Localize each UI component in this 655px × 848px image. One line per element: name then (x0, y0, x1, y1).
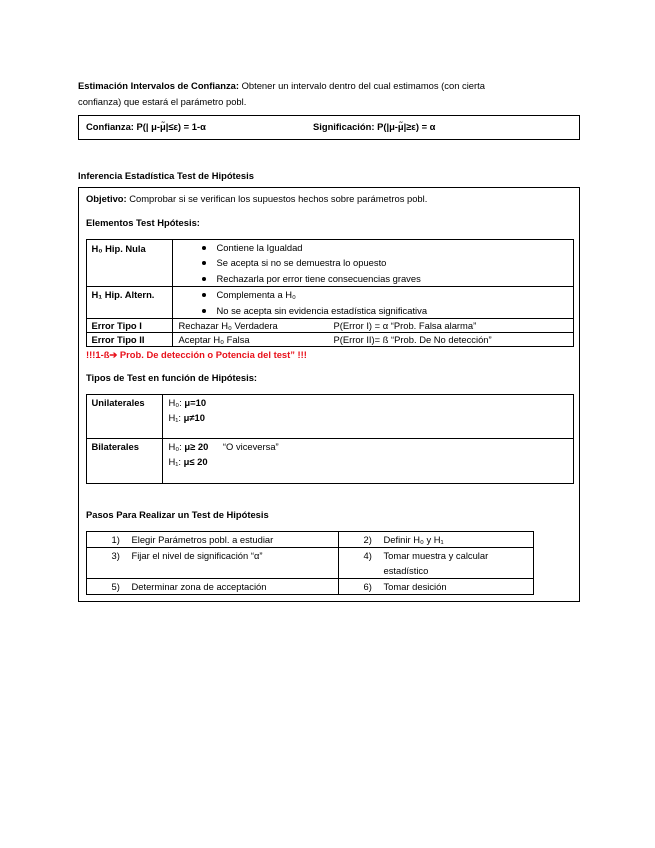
elementos-title: Elementos Test Hpótesis: (86, 217, 200, 228)
table-row (86, 531, 533, 547)
error-tipo-i-cell (172, 319, 573, 333)
h0-expr: μ≥ 20 (184, 440, 209, 452)
h1-prefix: H₁: (168, 411, 182, 423)
step-text: Determinar zona de acceptación (131, 580, 267, 592)
tipos-title: Tipos de Test en función de Hipótesis: (86, 372, 258, 383)
viceversa-note: “O viceversa” (222, 440, 279, 452)
elementos-table (86, 239, 574, 348)
bullet-icon (202, 277, 206, 281)
step-cell (338, 547, 533, 578)
h1-expr: μ≤ 20 (183, 455, 208, 467)
step-cell (86, 531, 338, 547)
bullet-text: No se acepta sin evidencia estadística significativa (216, 304, 428, 316)
step-number: 3) (111, 549, 120, 561)
table-row (86, 438, 573, 483)
table-row (86, 333, 573, 347)
error-tipo-ii-cell (172, 333, 573, 347)
list-item (173, 271, 573, 287)
bullet-text: Complementa a H₀ (216, 289, 296, 300)
tipos-table (86, 394, 574, 484)
error-tipo-ii-action: Aceptar H₀ Falsa (178, 334, 250, 345)
step-text: Tomar desición (383, 580, 447, 592)
bullet-text: Rechazarla por error tiene consecuencias graves (216, 272, 421, 284)
h1-head: H₁ Hip. Altern. (91, 289, 155, 300)
error-tipo-i-prob: P(Error I) = α “Prob. Falsa alarma” (333, 320, 477, 331)
formula-box (78, 115, 580, 140)
h1-line (169, 410, 573, 425)
table-row (86, 547, 533, 578)
bilaterales-hypotheses (162, 438, 573, 483)
step-number: 1) (111, 533, 120, 545)
step-cell (86, 578, 338, 594)
step-number: 6) (363, 580, 372, 592)
bullet-icon (202, 309, 206, 313)
potencia-note: !!!1-ß➔ Prob. De detección o Potencia del test” !!! (86, 349, 307, 360)
section-title: Inferencia Estadística Test de Hipótesis (78, 170, 254, 181)
objetivo-label: Objetivo: (86, 193, 127, 204)
pasos-title: Pasos Para Realizar un Test de Hipótesis (86, 509, 269, 520)
table-row (86, 287, 573, 319)
pasos-table (86, 531, 534, 595)
h0-expr: μ=10 (184, 396, 207, 408)
h0-prefix: H₀: (168, 396, 182, 408)
list-item (173, 240, 573, 256)
h1-line (169, 454, 573, 469)
step-cell (86, 547, 338, 578)
step-2 (339, 532, 533, 547)
h0-head: H₀ Hip. Nula (91, 242, 146, 254)
step-1 (87, 532, 338, 547)
intro-text-line1: Obtener un intervalo dentro del cual estimamos (con cierta (241, 80, 485, 91)
step-text: Fijar el nivel de significación “α” (131, 549, 263, 561)
bullet-icon (202, 261, 206, 265)
step-text: Tomar muestra y calcular estadístico (383, 549, 489, 576)
bullet-icon (202, 293, 206, 297)
table-row (86, 319, 573, 333)
significacion-formula: Significación: P(|μ-μ̃|≥ε) = α (313, 121, 436, 132)
hypothesis-test-box (78, 187, 580, 602)
confianza-formula: Confianza: P(| μ-μ̃|≤ε) = 1-α (86, 121, 206, 132)
error-tipo-ii-prob: P(Error II)= ß “Prob. De No detección” (333, 334, 492, 345)
step-5 (87, 579, 338, 594)
error-tipo-ii-head: Error Tipo II (86, 333, 172, 347)
list-item (173, 255, 573, 271)
step-6 (339, 579, 533, 594)
h0-line (169, 439, 573, 454)
h1-prefix: H₁: (168, 455, 182, 467)
table-row (86, 239, 573, 287)
bullet-text: Contiene la Igualdad (216, 241, 303, 253)
step-cell (338, 531, 533, 547)
h0-prefix: H₀: (168, 440, 182, 452)
h0-bullets-cell (172, 239, 573, 287)
intro-label: Estimación Intervalos de Confianza: (78, 80, 239, 91)
unilaterales-hypotheses (162, 394, 573, 438)
step-4 (339, 548, 533, 578)
h0-line (169, 395, 573, 410)
intro-paragraph (78, 78, 485, 109)
list-item (173, 303, 573, 319)
h1-head-cell (86, 287, 172, 319)
error-tipo-i-head: Error Tipo I (86, 319, 172, 333)
objetivo-text: Comprobar si se verifican los supuestos hechos sobre parámetros pobl. (129, 193, 428, 204)
unilaterales-head: Unilaterales (86, 394, 162, 438)
list-item (173, 287, 573, 303)
step-number: 4) (363, 549, 372, 561)
step-3 (87, 548, 338, 563)
h1-bullets-cell (172, 287, 573, 319)
bullet-text: Se acepta si no se demuestra lo opuesto (216, 257, 387, 268)
error-tipo-i-action: Rechazar H₀ Verdadera (178, 320, 278, 331)
step-number: 2) (363, 533, 372, 545)
table-row (86, 578, 533, 594)
step-number: 5) (111, 580, 120, 592)
table-row (86, 394, 573, 438)
intro-text-line2: confianza) que estará el parámetro pobl. (78, 95, 247, 107)
step-text: Elegir Parámetros pobl. a estudiar (131, 533, 274, 545)
bullet-icon (202, 246, 206, 250)
h0-head-cell (86, 239, 172, 287)
h1-expr: μ≠10 (183, 411, 205, 423)
step-cell (338, 578, 533, 594)
bilaterales-head: Bilaterales (86, 438, 162, 483)
step-text: Definir H₀ y H₁ (383, 533, 444, 545)
objetivo-line (86, 192, 427, 205)
